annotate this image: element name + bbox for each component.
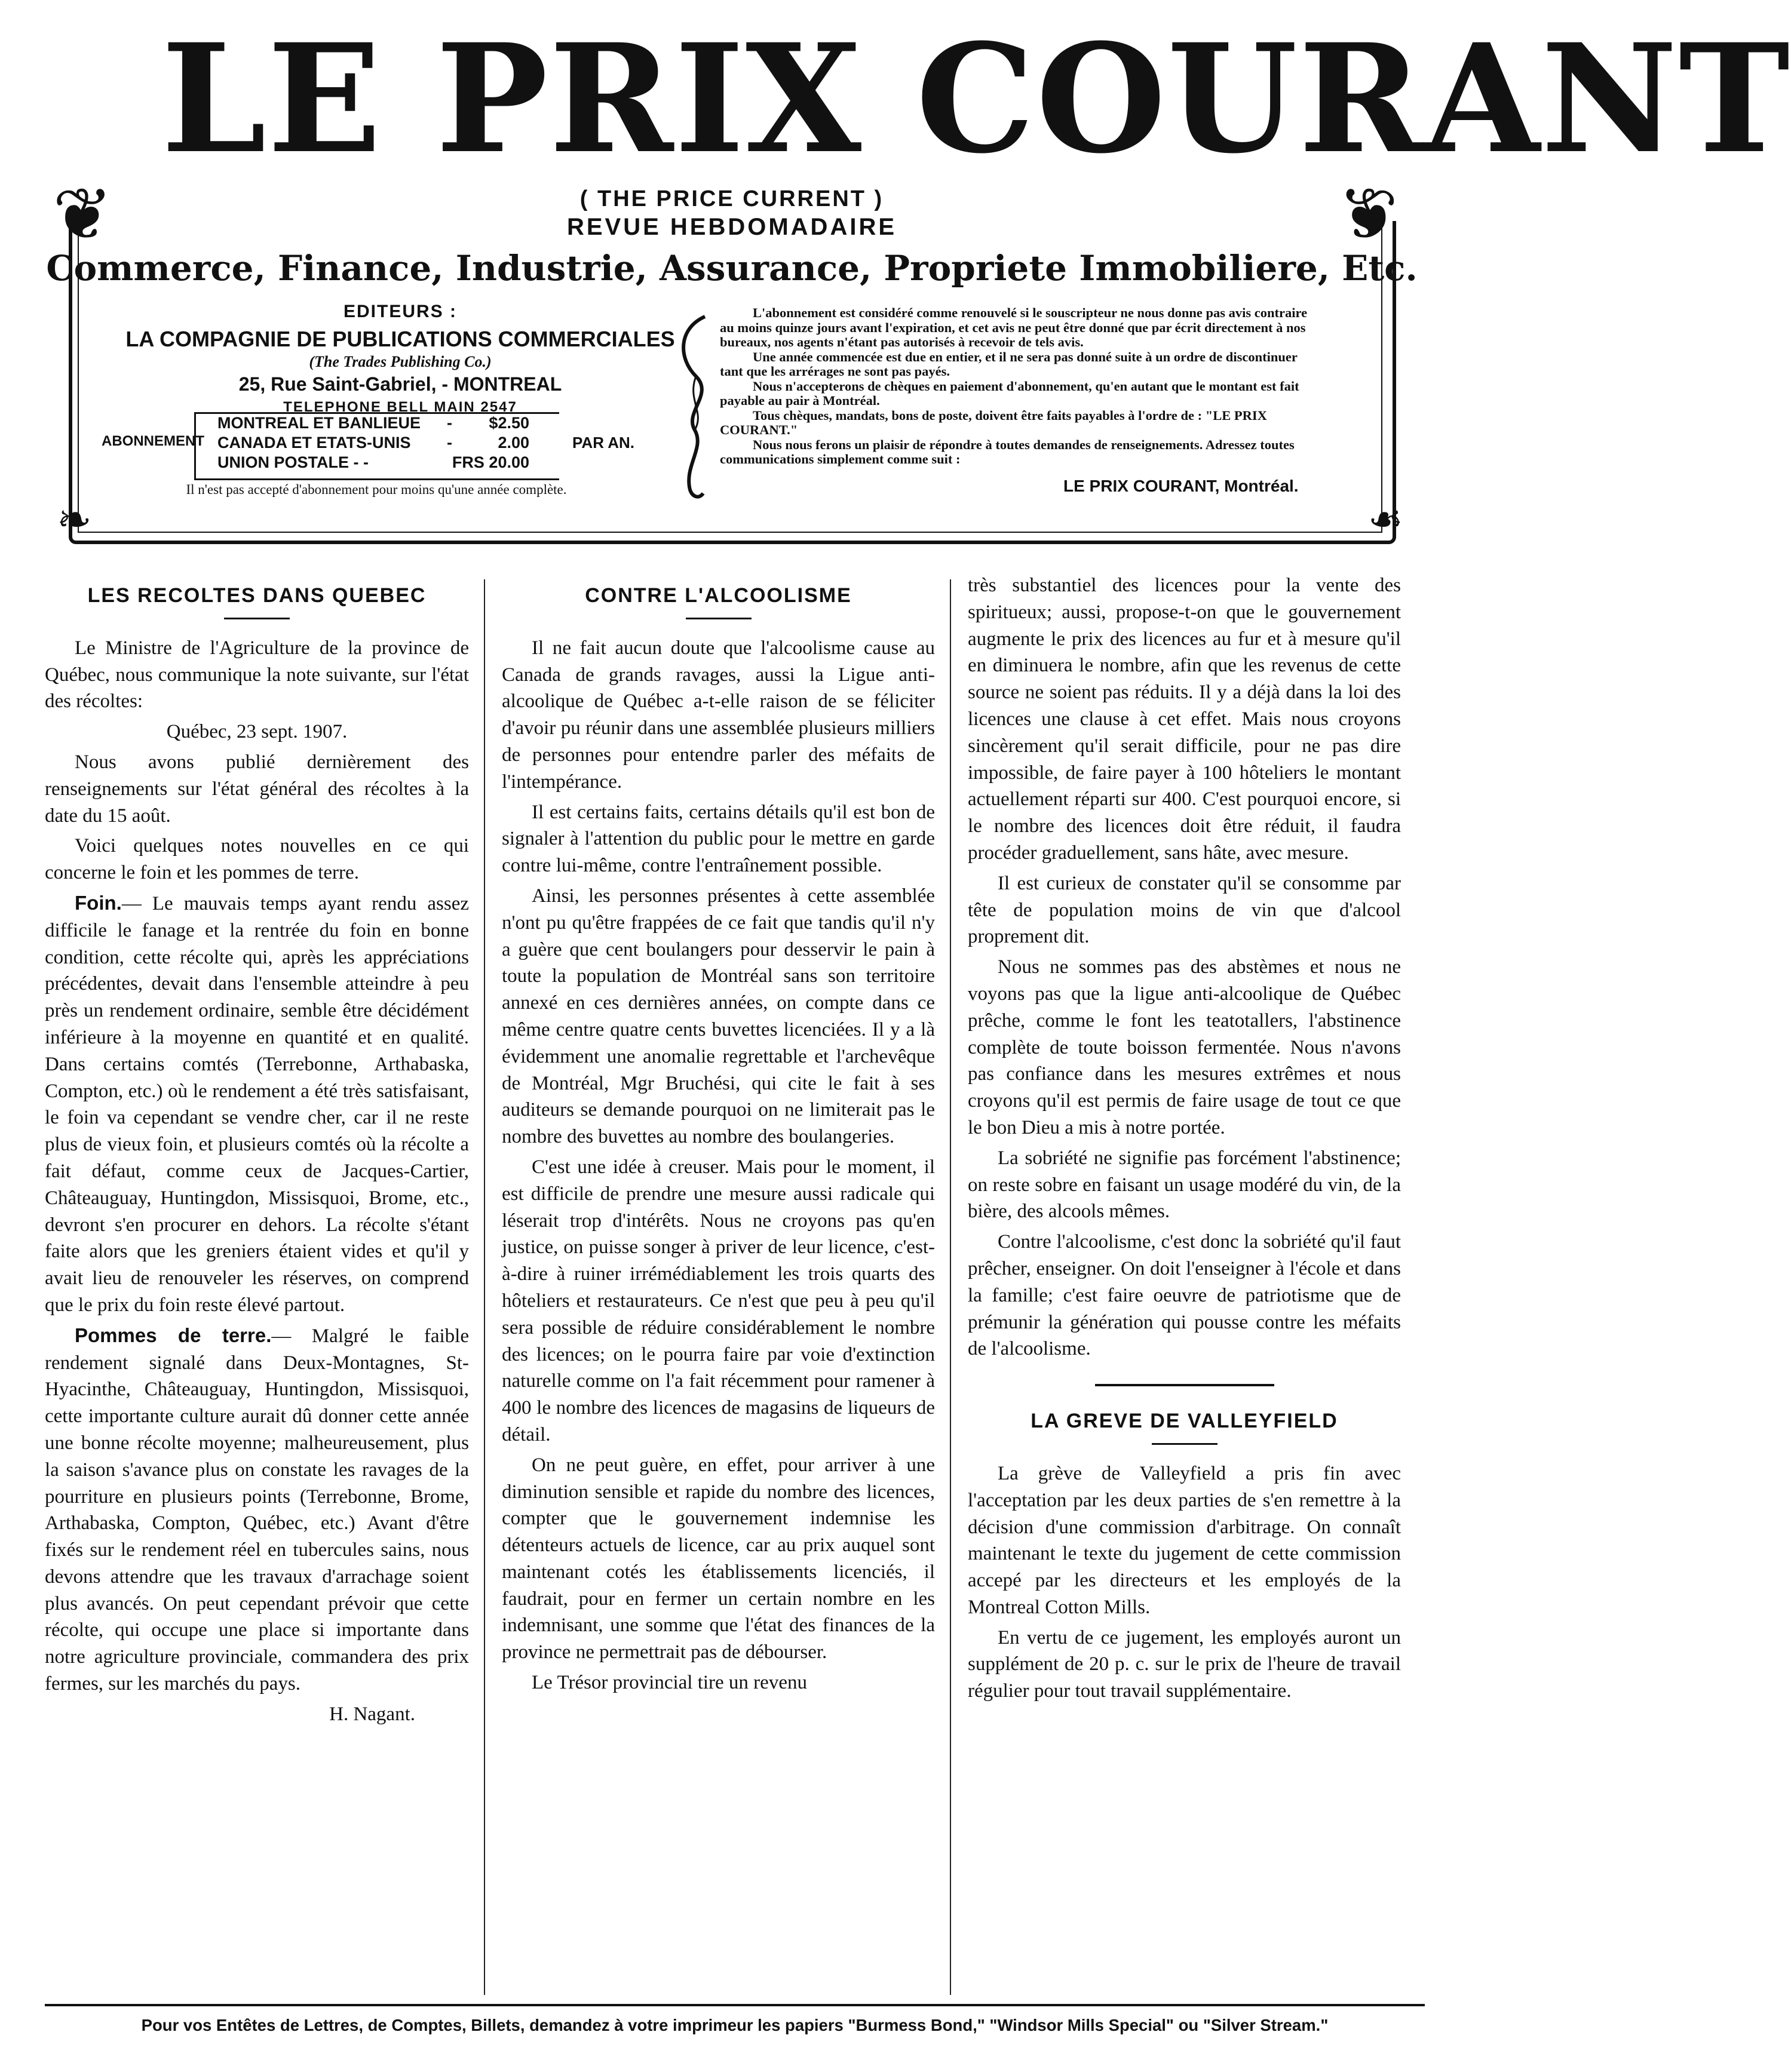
condition-paragraph: Nous n'accepterons de chèques en paiement d'abonnement, qu'en autant que le montant est fait payable au pair à Montréal. (720, 378, 1299, 408)
subscription-row (196, 414, 559, 434)
subscription-table (194, 412, 559, 480)
subscription-dash: - (447, 434, 452, 452)
subheading-foin: Foin. (75, 891, 122, 914)
article-paragraph: Il est curieux de constater qu'il se consomme par tête de population moins de vin que d'alcool proprement dit. (968, 872, 1401, 948)
article-paragraph: La grève de Valleyfield a pris fin avec l'acceptation par les deux parties de s'en remettre à la décision d'une commission d'arbitrage. On connaît maintenant le texte du jugement de cette commission accepé par les directeurs et les employés de la Montreal Cotton Mills. (968, 1462, 1401, 1618)
subscription-minimum-note: Il n'est pas accepté d'abonnement pour moins qu'une année complète. (186, 482, 567, 497)
article-paragraph: Nous avons publié dernièrement des renseignements sur l'état général des récoltes à la date du 15 août. (45, 751, 469, 827)
publisher-telephone: TELEPHONE BELL MAIN 2547 (283, 399, 517, 415)
title-divider (1152, 1443, 1217, 1445)
subscription-price: FRS 20.00 (452, 453, 529, 471)
condition-paragraph: Tous chèques, mandats, bons de poste, doivent être faits payables à l'ordre de : "LE PRIX COURANT." (720, 407, 1267, 437)
subscription-price: 2.00 (498, 434, 529, 452)
ornament-bottom-left-icon: ❧ (57, 495, 92, 544)
article-paragraph: On ne peut guère, en effet, pour arriver à une diminution sensible et rapide du nombre des licences, compter que le gouvernement indemnise les détenteurs actuels de licence, car au prix auquel sont maintenant cotés les établissements licenciés, il faudrait, pour en fermer un certain nombre en les indemnisant, une somme que l'état des finances de la province ne permettrait pas de débourser. (502, 1454, 935, 1663)
article-paragraph: C'est une idée à creuser. Mais pour le moment, il est difficile de prendre une mesure aussi radicale qui léserait trop d'intérêts. Nous ne croyons pas qu'en justice, on puisse songer à priver de leur licence, c'est-à-dire à ruiner irrémédiablement les trois quarts des hôteliers et restaurateurs. Ce n'est que peu à peu qu'il sera possible de réduire considérablement le nombre des licences; on le pourra faire par voie d'extinction naturelle comme on l'a fait récemment pour ramener à 400 le nombre des licences de magasins de liqueurs de détail. (502, 1156, 935, 1445)
masthead-subtitle: ( THE PRICE CURRENT ) (579, 186, 884, 211)
column-divider (950, 579, 951, 1995)
title-divider (224, 618, 290, 619)
article-title-recoltes: LES RECOLTES DANS QUEBEC (87, 584, 427, 607)
ornament-bottom-right-icon: ❧ (1368, 495, 1403, 544)
title-divider (686, 618, 752, 619)
article-title-valleyfield: LA GREVE DE VALLEYFIELD (1031, 1410, 1338, 1433)
ornament-left-icon: ❦ (53, 173, 113, 256)
subscription-price: $2.50 (489, 414, 529, 432)
article-paragraph: Le Ministre de l'Agriculture de la province de Québec, nous communique la note suivante, sur l'état des récoltes: (45, 637, 469, 713)
article-paragraph-pommes (45, 1322, 469, 1697)
subscription-label: ABONNEMENT (102, 433, 204, 449)
column-3 (968, 572, 1401, 1708)
conditions-signature: LE PRIX COURANT, Montréal. (1063, 477, 1299, 495)
publisher-company: LA COMPAGNIE DE PUBLICATIONS COMMERCIALES (125, 327, 675, 351)
article-paragraph: Nous ne sommes pas des abstèmes et nous ne voyons pas que la ligue anti-alcoolique de Québec prêche, comme le font les teatotallers, l'abstinence complète de toute boisson fermentée. Nous n'avons pas confiance dans les mesures extrêmes et nous croyons qu'il est permis de faire usage de tout ce que le bon Dieu a mis à notre portée. (968, 956, 1401, 1138)
condition-paragraph: Une année commencée est due en entier, et il ne sera pas donné suite à un ordre de discontinuer tant que les arrérages ne sont pas payés. (720, 349, 1298, 379)
decorative-swirl-icon (672, 311, 717, 502)
subscription-region: MONTREAL ET BANLIEUE (217, 414, 421, 432)
article-paragraph: En vertu de ce jugement, les employés auront un supplément de 20 p. c. sur le prix de l'heure de travail régulier pour tout travail supplémentaire. (968, 1626, 1401, 1702)
article-paragraph: Il ne fait aucun doute que l'alcoolisme cause au Canada de grands ravages, aussi la Ligue anti-alcoolique de Québec a-t-elle raison de se féliciter d'avoir pu réunir dans une assemblée plusieurs milliers de personnes pour entendre parler des méfaits de l'intempérance. (502, 637, 935, 793)
condition-paragraph: L'abonnement est considéré comme renouvelé si le souscripteur ne nous donne pas avis contraire au moins quinze jours avant l'expiration, et cet avis ne peut être donné que par écrit directement à nos bureaux, nos agents n'étant pas autorisés à recevoir de tels avis. (720, 305, 1308, 349)
publisher-company-en: (The Trades Publishing Co.) (309, 353, 492, 370)
subscription-row (196, 453, 559, 473)
article-signature: H. Nagant. (329, 1703, 415, 1725)
publisher-block (125, 302, 675, 416)
article-paragraph: très substantiel des licences pour la vente des spiritueux; aussi, propose-t-on que le gouvernement augmente le prix des licences au fur et à mesure qu'il en diminuera le nombre, afin que les revenus de cette source ne soient pas réduits. Il y a déjà dans la loi des licences une clause à cet effet. Mais nous croyons sincèrement qu'il serait difficile, pour ne pas dire impossible, de faire payer à 100 hôteliers le montant actuellement réparti sur 400. C'est pourquoi encore, si le nombre des licences doit être réduit, il faudra procéder graduellement, sans hâte, avec mesure. (968, 575, 1401, 864)
subscription-dash: - (447, 414, 452, 432)
column-2 (502, 582, 935, 1700)
subscription-region: CANADA ET ETATS-UNIS (217, 434, 411, 452)
column-1 (45, 582, 469, 1732)
article-paragraph: La sobriété ne signifie pas forcément l'abstinence; on reste sobre en faisant un usage modéré du vin, de la bière, des alcools mêmes. (968, 1147, 1401, 1223)
masthead-revue: REVUE HEBDOMADAIRE (566, 214, 897, 240)
condition-paragraph: Nous nous ferons un plaisir de répondre à toutes demandes de renseignements. Adressez toutes communications simplement comme suit : (720, 437, 1295, 466)
ornament-right-icon: ❦ (1338, 173, 1399, 256)
subscription-per-year: PAR AN. (572, 434, 634, 452)
article-title-alcoolisme: CONTRE L'ALCOOLISME (585, 584, 852, 607)
article-date: Québec, 23 sept. 1907. (166, 721, 348, 743)
article-paragraph-foin (45, 890, 469, 1319)
article-paragraph: Le Trésor provincial tire un revenu (532, 1672, 807, 1694)
pommes-text: — Malgré le faible rendement signalé dans Deux-Montagnes, St-Hyacinthe, Châteauguay, Huntingdon, Missisquoi, cette importante culture aurait dû donner cette année une bonne récolte moyenne; malheureusement, plus la saison s'avance plus on constate les ravages de la pourriture en plusieurs points (Terrebonne, Brome, Arthabaska, Compton, Québec, etc.) Avant d'être fixés sur le rendement réel en tubercules sains, nous devons attendre que les travaux d'arrachage soient plus avancés. On peut cependant prévoir que cette récolte, qui occupe une place si importante dans notre agriculture provinciale, commandera des prix fermes, sur les marchés du pays. (45, 1325, 469, 1695)
subscription-row (196, 434, 559, 453)
publisher-address: 25, Rue Saint-Gabriel, - MONTREAL (238, 373, 562, 395)
footer-rule (45, 2004, 1425, 2006)
masthead-title: LE PRIX COURANT (161, 11, 1791, 186)
subscription-conditions (720, 306, 1323, 467)
foin-text: — Le mauvais temps ayant rendu assez difficile le fanage et la rentrée du foin en bonne condition, cette récolte qui, après les appréciations précédentes, devait dans l'ensemble atteindre à peu près un rendement ordinaire, semble être décidément inférieure à la moyenne en quantité et en qualité. Dans certains comtés (Terrebonne, Arthabaska, Compton, etc.) où le rendement a été très satisfaisant, le foin va cependant se vendre cher, car il ne reste plus de vieux foin, et plusieurs comtés où la récolte a fait défaut, comme ceux de Jacques-Cartier, Châteauguay, Huntingdon, Missisquoi, Brome, etc., devront s'en procurer en dehors. La récolte s'étant faite alors que les greniers étaient vides et qu'il y avait lieu de renouveler les réserves, on comprend que le prix du foin reste élevé partout. (45, 892, 469, 1316)
editeurs-label: EDITEURS : (343, 302, 457, 321)
article-paragraph: Il est certains faits, certains détails qu'il est bon de signaler à l'attention du public pour le mettre en garde contre lui-même, contre l'entraînement possible. (502, 801, 935, 877)
column-divider (484, 579, 485, 1995)
masthead-categories: Commerce, Finance, Industrie, Assurance, Propriete Immobiliere, Etc. (46, 248, 1418, 288)
article-paragraph: Voici quelques notes nouvelles en ce qui concerne le foin et les pommes de terre. (45, 835, 469, 884)
footer-advertisement: Pour vos Entêtes de Lettres, de Comptes, Billets, demandez à votre imprimeur les papiers "Burmess Bond," "Windsor Mills Special" ou "Silver Stream." (141, 2016, 1329, 2034)
article-separator (1095, 1384, 1274, 1386)
subheading-pommes: Pommes de terre. (75, 1324, 272, 1346)
article-paragraph: Ainsi, les personnes présentes à cette assemblée n'ont pu qu'être frappées de ce fait que tandis qu'il n'y a guère que cent boulangers pour desservir le pain à toute la population de Montréal sans son territoire annexé en ces dernières années, on compte dans ce même centre quatre cents buvettes licenciées. Il y a là évidemment une anomalie regrettable et l'archevêque de Montréal, Mgr Bruchési, qui cite le fait à ses auditeurs se demande pourquoi on ne limiterait pas le nombre des buvettes au nombre des boulangeries. (502, 885, 935, 1148)
subscription-region: UNION POSTALE - - (217, 453, 369, 471)
article-paragraph: Contre l'alcoolisme, c'est donc la sobriété qu'il faut prêcher, enseigner. On doit l'enseigner à l'école et dans la famille; c'est faire oeuvre de patriotisme que de prémunir la génération qui pousse contre les méfaits de l'alcoolisme. (968, 1231, 1401, 1360)
